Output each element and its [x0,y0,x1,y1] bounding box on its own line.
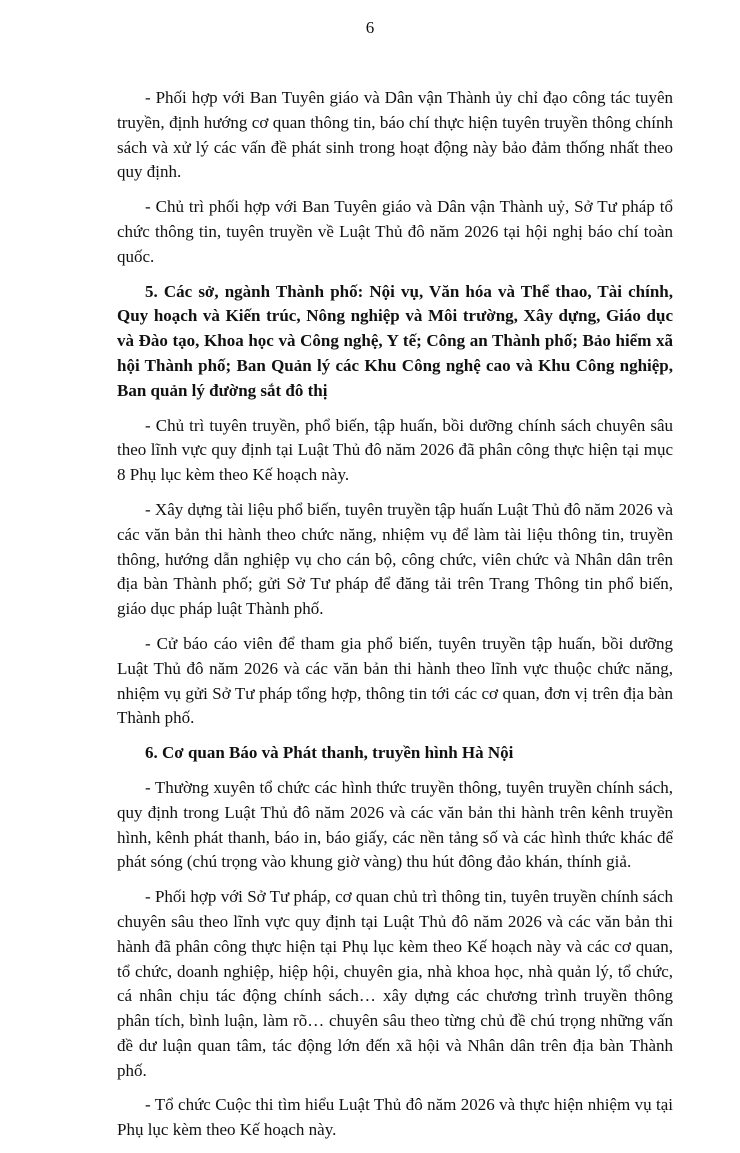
page-number: 6 [365,18,375,37]
paragraph-contest: - Tổ chức Cuộc thi tìm hiểu Luật Thủ đô năm 2026 và thực hiện nhiệm vụ tại Phụ lục kèm theo Kế hoạch này. [117,1095,673,1140]
paragraph-materials: - Xây dựng tài liệu phổ biến, tuyên truyền tập huấn Luật Thủ đô năm 2026 và các văn bản thi hành theo chức năng, nhiệm vụ để làm tài liệu thông tin, truyền thông, hướng dẫn nghiệp vụ cho cán bộ, công chức, viên chức và Nhân dân trên địa bàn Thành phố; gửi Sở Tư pháp để đăng tải trên Trang Thông tin phổ biến, giáo dục pháp luật Thành phố. [117,499,673,619]
document-body [117,86,673,1153]
section-heading-6: 6. Cơ quan Báo và Phát thanh, truyền hình Hà Nội [145,743,514,763]
paragraph-reporters: - Cử báo cáo viên để tham gia phổ biến, tuyên truyền tập huấn, bồi dưỡng Luật Thủ đô năm 2026 và các văn bản thi hành theo lĩnh vực thuộc chức năng, nhiệm vụ gửi Sở Tư pháp tổng hợp, thông tin tới các cơ quan, đơn vị trên địa bàn Thành phố. [117,633,673,728]
paragraph-coordinate-propaganda: - Phối hợp với Ban Tuyên giáo và Dân vận Thành ủy chỉ đạo công tác tuyên truyền, định hướng cơ quan thông tin, báo chí thực hiện tuyên truyền thông chính sách và xử lý các vấn đề phát sinh trong hoạt động này bảo đảm thống nhất theo quy định. [117,88,673,182]
paragraph-media: - Thường xuyên tổ chức các hình thức truyền thông, tuyên truyền chính sách, quy định trong Luật Thủ đô năm 2026 và các văn bản thi hành trên kênh truyền hình, kênh phát thanh, báo in, báo giấy, các nền tảng số và các hình thức khác để phát sóng (chú trọng vào khung giờ vàng) thu hút đông đảo khán, thính giả. [117,777,673,872]
section-heading-5: 5. Các sở, ngành Thành phố: Nội vụ, Văn hóa và Thể thao, Tài chính, Quy hoạch và Kiến trúc, Nông nghiệp và Môi trường, Xây dựng, Giáo dục và Đào tạo, Khoa học và Công nghệ, Y tế; Công an Thành phố; Bảo hiểm xã hội Thành phố; Ban Quản lý các Khu Công nghệ cao và Khu Công nghiệp, Ban quản lý đường sắt đô thị [117,281,673,400]
paragraph-press-conference: - Chủ trì phối hợp với Ban Tuyên giáo và Dân vận Thành uỷ, Sở Tư pháp tổ chức thông tin, tuyên truyền về Luật Thủ đô năm 2026 tại hội nghị báo chí toàn quốc. [117,197,673,266]
paragraph-training: - Chủ trì tuyên truyền, phổ biến, tập huấn, bồi dưỡng chính sách chuyên sâu theo lĩnh vực quy định tại Luật Thủ đô năm 2026 đã phân công thực hiện tại mục 8 Phụ lục kèm theo Kế hoạch này. [117,415,673,485]
paragraph-coordinate-justice: - Phối hợp với Sở Tư pháp, cơ quan chủ trì thông tin, tuyên truyền chính sách chuyên sâu theo lĩnh vực quy định tại Luật Thủ đô năm 2026 và các văn bản thi hành đã phân công thực hiện tại Phụ lục kèm theo Kế hoạch này và các cơ quan, tổ chức, doanh nghiệp, hiệp hội, chuyên gia, nhà khoa học, nhà quản lý, tổ chức, cá nhân chịu tác động chính sách… xây dựng các chương trình truyền thông phân tích, bình luận, làm rõ… chuyên sâu theo từng chủ đề chú trọng những vấn đề dư luận quan tâm, tác động lớn đến xã hội và Nhân dân trên địa bàn Thành phố. [117,887,673,1080]
